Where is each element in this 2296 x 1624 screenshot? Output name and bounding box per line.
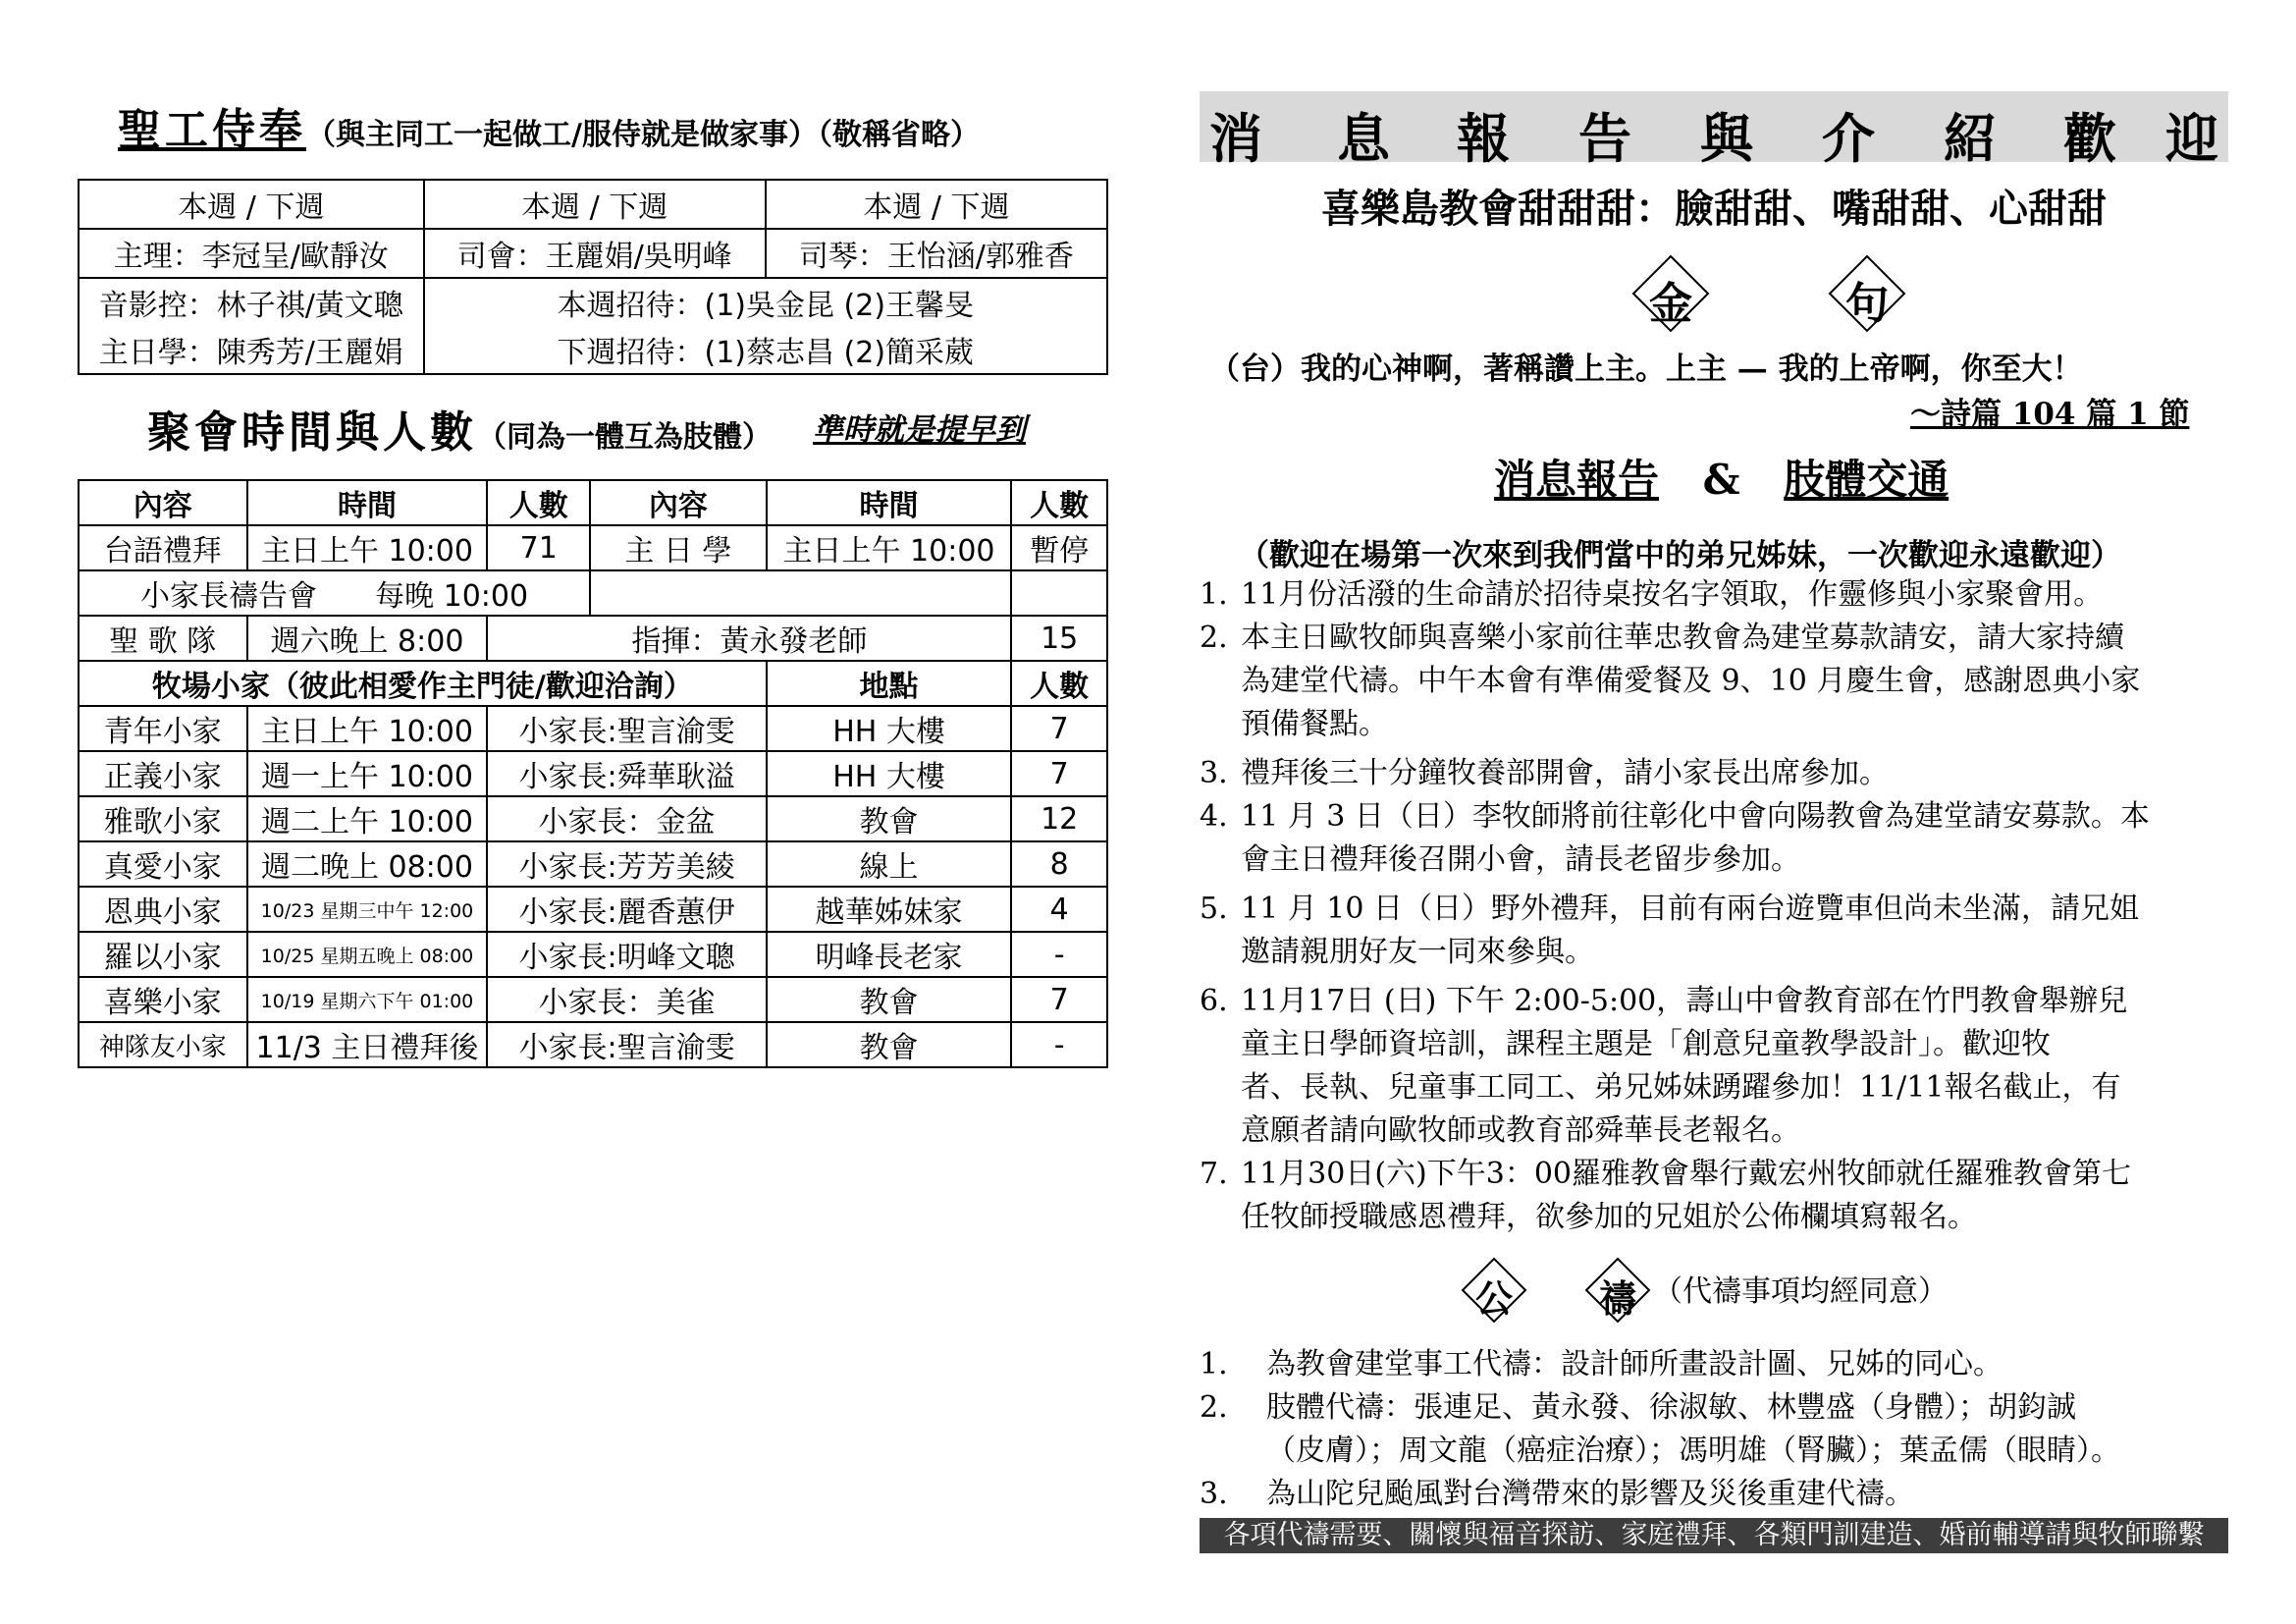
table-header: 人數 (487, 480, 590, 525)
item-line: 意願者請向歐牧師或教育部舜華長老報名。 (1241, 1113, 1800, 1148)
banner-char: 紹 (1944, 107, 1997, 170)
list-item (1200, 888, 2240, 974)
verse-text: （台）我的心神啊，著稱讚上主。上主 — 我的上帝啊，你至大！ (1209, 352, 2083, 387)
table-cell: 週六晚上 8:00 (247, 616, 488, 661)
table-header: 地點 (767, 661, 1012, 706)
table-cell: 青年小家 (79, 706, 247, 751)
table-row (79, 977, 1107, 1022)
table-row (79, 887, 1107, 932)
item-line: 肢體代禱：張連足、黃永發、徐淑敏、林豐盛（身體）；胡鈞誠 (1266, 1390, 2076, 1425)
prayer-note: （代禱事項均經同意） (1653, 1274, 1948, 1309)
table-header: 時間 (767, 480, 1012, 525)
footer-contact-bar: 各項代禱需要、關懷與福音探訪、家庭禮拜、各類門訓建造、婚前輔導請與牧師聯繫 (1200, 1518, 2228, 1553)
item-line: 為教會建堂事工代禱：設計師所畫設計圖、兄姊的同心。 (1266, 1347, 2002, 1381)
table-row (79, 841, 1107, 887)
motto-wrap (0, 178, 2296, 234)
table-cell: 主 日 學 (590, 525, 767, 570)
table-row (79, 229, 1107, 278)
item-line: 為建堂代禱。中午本會有準備愛餐及 9、10 月慶生會，感謝恩典小家 (1241, 664, 2141, 698)
table-cell: 主日上午 10:00 (247, 706, 488, 751)
page-title-banner (1200, 91, 2228, 170)
table-row (79, 278, 1107, 326)
table-cell: 4 (1011, 887, 1107, 932)
table-cell: 主理：李冠呈/歐靜汝 (79, 229, 424, 278)
table-cell: 小家長:芳芳美綾 (487, 841, 766, 887)
news-title-2: 肢體交通 (1784, 456, 1949, 504)
table-cell: 司會：王麗娟/吳明峰 (424, 229, 766, 278)
table-cell: 小家長:舜華耿溢 (487, 751, 766, 796)
item-line: 禮拜後三十分鐘牧養部開會，請小家長出席參加。 (1241, 756, 1889, 790)
golden-verse-label: 句 (1845, 279, 1889, 329)
table-row (79, 706, 1107, 751)
table-cell: 羅以小家 (79, 932, 247, 977)
item-number: 1. (1200, 577, 1228, 612)
banner-char: 消 (1209, 107, 1262, 170)
motto: 喜樂島教會甜甜甜：臉甜甜、嘴甜甜、心甜甜 (1321, 186, 2107, 232)
news-list (1200, 573, 2240, 1239)
welcome-text: （歡迎在場第一次來到我們當中的弟兄姊妹，一次歡迎永遠歡迎） (1239, 538, 2121, 573)
item-line: 童主日學師資培訓，課程主題是「創意兒童教學設計」。歡迎牧 (1241, 1027, 2051, 1061)
table-row (79, 796, 1107, 841)
table-cell: 7 (1011, 751, 1107, 796)
table-header: 牧場小家（彼此相愛作主門徒/歡迎洽詢） (79, 661, 767, 706)
table-cell: 喜樂小家 (79, 977, 247, 1022)
list-item (1200, 752, 2240, 795)
table-cell: 恩典小家 (79, 887, 247, 932)
table-cell: 教會 (767, 977, 1012, 1022)
table-cell: 10/23 星期三中午 12:00 (247, 887, 488, 932)
item-number: 1. (1200, 1347, 1228, 1381)
table-cell: 司琴：王怡涵/郭雅香 (766, 229, 1107, 278)
golden-verse-char (1828, 254, 1906, 333)
prayer-meeting-label: 小家長禱告會 (140, 579, 317, 614)
item-line: 邀請親朋好友一同來參與。 (1241, 935, 1594, 969)
meeting-title: 聚會時間與人數 (147, 407, 477, 458)
item-number: 3. (1200, 756, 1228, 790)
table-cell: - (1011, 932, 1107, 977)
list-item (1200, 980, 2240, 1153)
table-header: 人數 (1011, 480, 1107, 525)
table-cell: 小家長:聖言渝雯 (487, 706, 766, 751)
table-cell: 教會 (767, 796, 1012, 841)
table-cell: 線上 (767, 841, 1012, 887)
table-cell: 雅歌小家 (79, 796, 247, 841)
item-number: 5. (1200, 892, 1228, 926)
list-item (1200, 1153, 2240, 1239)
table-header: 時間 (247, 480, 488, 525)
prayer-list (1200, 1343, 2240, 1516)
table-cell: 暫停 (1011, 525, 1107, 570)
table-row (79, 570, 1107, 616)
item-line: 11月份活潑的生命請於招待桌按名字領取，作靈修與小家聚會用。 (1241, 577, 2104, 612)
table-cell: 正義小家 (79, 751, 247, 796)
prayer-meeting-time: 每晚 10:00 (375, 579, 529, 614)
item-line: （皮膚）；周文龍（癌症治療）；馮明雄（腎臟）；葉孟儒（眼睛）。 (1266, 1434, 2120, 1468)
news-heading (1494, 448, 1949, 507)
table-cell: 週二上午 10:00 (247, 796, 488, 841)
list-item (1200, 1343, 2240, 1386)
table-cell: HH 大樓 (767, 751, 1012, 796)
item-line: 任牧師授職感恩禮拜，欲參加的兄姐於公佈欄填寫報名。 (1241, 1200, 1977, 1234)
table-cell: 7 (1011, 977, 1107, 1022)
table-cell: 主日學：陳秀芳/王麗娟 (79, 326, 424, 374)
item-line: 本主日歐牧師與喜樂小家前往華忠教會為建堂募款請安，請大家持續 (1241, 621, 2124, 655)
banner-char: 告 (1578, 107, 1631, 170)
meeting-slogan: 準時就是提早到 (813, 412, 1026, 448)
item-line: 11 月 10 日（日）野外禮拜，目前有兩台遊覽車但尚未坐滿，請兄姐 (1241, 892, 2139, 926)
table-row (79, 932, 1107, 977)
item-number: 7. (1200, 1157, 1228, 1191)
verse-reference: ～詩篇 104 篇 1 節 (1910, 397, 2190, 432)
banner-char: 迎 (2165, 107, 2218, 170)
meeting-heading (147, 397, 772, 460)
table-cell: 7 (1011, 706, 1107, 751)
table-cell: 週二晚上 08:00 (247, 841, 488, 887)
table-row (79, 661, 1107, 706)
item-number: 6. (1200, 984, 1228, 1018)
table-cell: 越華姊妹家 (767, 887, 1012, 932)
item-line: 11月17日 (日) 下午 2:00-5:00，壽山中會教育部在竹門教會舉辦兒 (1241, 984, 2128, 1018)
table-cell: 教會 (767, 1022, 1012, 1067)
service-title: 聖工侍奉 (118, 105, 306, 155)
table-cell: 真愛小家 (79, 841, 247, 887)
prayer-title-char (1461, 1257, 1527, 1324)
list-item (1200, 795, 2240, 882)
item-line: 11 月 3 日（日）李牧師將前往彰化中會向陽教會為建堂請安募款。本 (1241, 799, 2150, 834)
table-cell: 本週 / 下週 (766, 180, 1107, 229)
table-row (79, 751, 1107, 796)
list-item (1200, 1386, 2240, 1473)
table-cell: 下週招待：(1)蔡志昌 (2)簡采葳 (424, 326, 1107, 374)
item-number: 2. (1200, 621, 1228, 655)
table-cell (79, 570, 590, 616)
item-number: 4. (1200, 799, 1228, 834)
golden-verse-char (1631, 254, 1710, 333)
table-cell: 10/25 星期五晚上 08:00 (247, 932, 488, 977)
item-line: 11月30日(六)下午3：00羅雅教會舉行戴宏州牧師就任羅雅教會第七 (1241, 1157, 2132, 1191)
table-row (79, 1022, 1107, 1067)
table-cell: 音影控：林子祺/黃文聰 (79, 278, 424, 326)
table-cell: 小家長:聖言渝雯 (487, 1022, 766, 1067)
golden-verse-label: 金 (1649, 279, 1692, 329)
table-cell: 主日上午 10:00 (247, 525, 488, 570)
service-heading (118, 94, 980, 157)
table-cell: 聖 歌 隊 (79, 616, 247, 661)
table-cell: 小家長:明峰文聰 (487, 932, 766, 977)
list-item (1200, 573, 2240, 617)
banner-char: 歡 (2063, 107, 2116, 170)
list-item (1200, 1473, 2240, 1516)
meeting-subtitle: （同為一體互為肢體） (477, 420, 772, 455)
table-cell (1011, 570, 1107, 616)
table-cell: HH 大樓 (767, 706, 1012, 751)
news-title: 消息報告 (1494, 456, 1660, 504)
item-number: 3. (1200, 1477, 1228, 1511)
table-row (79, 480, 1107, 525)
table-cell: 台語禮拜 (79, 525, 247, 570)
table-cell: 主日上午 10:00 (767, 525, 1012, 570)
table-cell: - (1011, 1022, 1107, 1067)
banner-char: 介 (1822, 107, 1875, 170)
table-header: 內容 (79, 480, 247, 525)
table-cell: 週一上午 10:00 (247, 751, 488, 796)
banner-char: 與 (1700, 107, 1753, 170)
table-cell: 10/19 星期六下午 01:00 (247, 977, 488, 1022)
table-cell: 8 (1011, 841, 1107, 887)
prayer-title-char (1584, 1257, 1651, 1324)
table-cell: 小家長:麗香蕙伊 (487, 887, 766, 932)
banner-char: 息 (1337, 107, 1390, 170)
banner-char: 報 (1457, 107, 1510, 170)
table-cell: 12 (1011, 796, 1107, 841)
table-cell: 本週 / 下週 (79, 180, 424, 229)
item-line: 會主日禮拜後召開小會，請長老留步參加。 (1241, 842, 1800, 877)
meeting-table (78, 479, 1108, 1068)
item-line: 預備餐點。 (1241, 707, 1388, 741)
item-line: 者、長執、兒童事工同工、弟兄姊妹踴躍參加！11/11報名截止，有 (1241, 1070, 2121, 1105)
table-row (79, 616, 1107, 661)
table-cell: 小家長：金盆 (487, 796, 766, 841)
table-cell: 71 (487, 525, 590, 570)
prayer-title-label: 禱 (1598, 1276, 1636, 1321)
table-cell: 指揮：黃永發老師 (487, 616, 1011, 661)
service-subtitle: （與主同工一起做工/服侍就是做家事）（敬稱省略） (306, 118, 980, 152)
prayer-title-label: 公 (1474, 1276, 1513, 1321)
item-line: 為山陀兒颱風對台灣帶來的影響及災後重建代禱。 (1266, 1477, 1914, 1511)
table-cell: 本週 / 下週 (424, 180, 766, 229)
table-cell: 本週招待：(1)吳金昆 (2)王馨旻 (424, 278, 1107, 326)
table-cell: 明峰長老家 (767, 932, 1012, 977)
table-cell: 11/3 主日禮拜後 (247, 1022, 488, 1067)
table-cell (590, 570, 1011, 616)
table-cell: 神隊友小家 (79, 1022, 247, 1067)
item-number: 2. (1200, 1390, 1228, 1425)
list-item (1200, 617, 2240, 746)
table-row (79, 525, 1107, 570)
news-amp: & (1702, 456, 1740, 504)
table-row (79, 326, 1107, 374)
table-header: 內容 (590, 480, 767, 525)
table-cell: 小家長：美雀 (487, 977, 766, 1022)
table-cell: 15 (1011, 616, 1107, 661)
table-header: 人數 (1011, 661, 1107, 706)
